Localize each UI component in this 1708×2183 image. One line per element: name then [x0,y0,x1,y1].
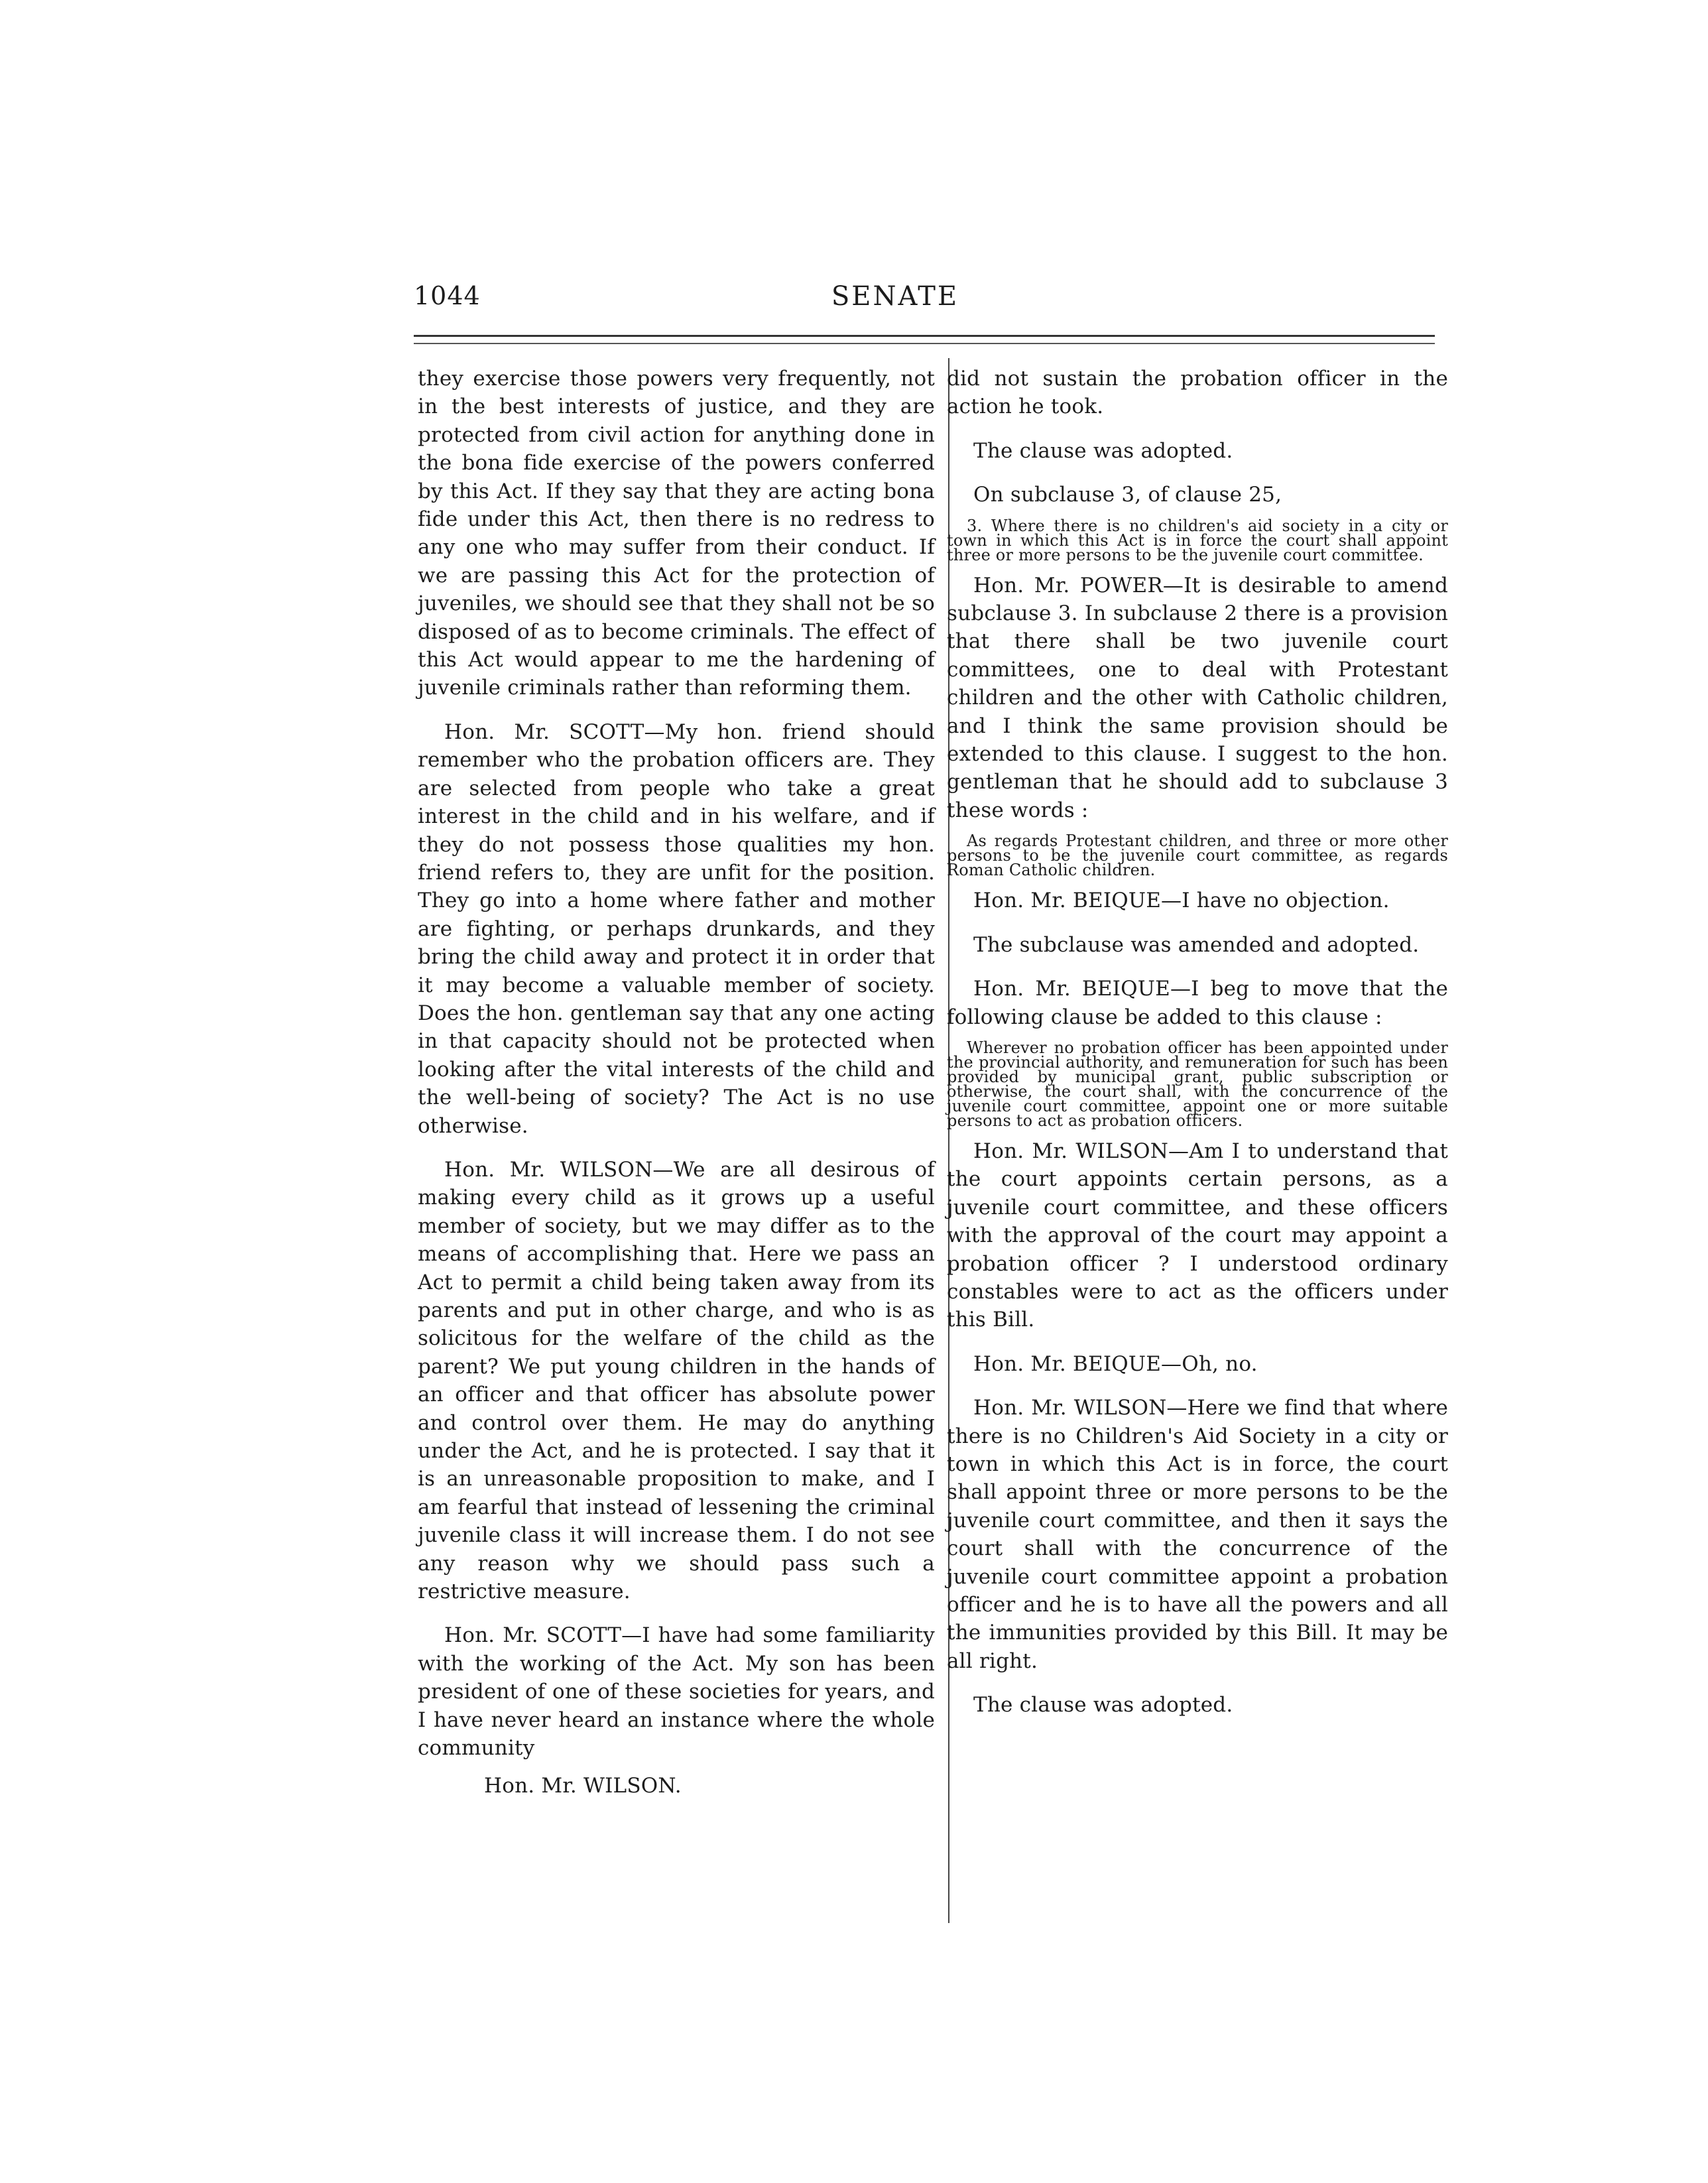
subclause-heading: On subclause 3, of clause 25, [973,483,1282,507]
speech-power: Hon. Mr. POWER—It is desirable to amend subclause 3. In subclause 2 there is a provision that there shall be two juvenile court committees, one to deal with Protestant children and the other with Catholic children, and I think the same provision should be extended to this clause. I suggest to the hon. gentleman that he should add to subclause 3 these words : [947,573,1448,822]
header-rule-thin [414,343,1435,344]
right-column [947,365,1448,1719]
clause-adopted-final: The clause was adopted. [973,1693,1233,1717]
continued-paragraph: did not sustain the probation officer in the action he took. [947,367,1448,419]
subclause-quote: 3. Where there is no children's aid society in a city or town in which this Act is in force the court shall appoint three or more persons to be the juvenile court committee. [947,516,1448,564]
new-clause-quote: Wherever no probation officer has been appointed under the provincial authority, and remuneration for such has been provided by municipal grant, public subscription or otherwise, the court shall, with the concurrence of the juvenile court committee, appoint one or more suitable persons to act as probation officers. [947,1038,1448,1130]
subclause-amended-note: The subclause was amended and adopted. [973,932,1420,957]
speech-wilson-1: Hon. Mr. WILSON—We are all desirous of making every child as it grows up a useful member of society, but we may differ as to the means of accomplishing that. Here we pass an Act to permit a child being taken away from its parents and put in other charge, and who is as solicitous for the welfare of the child as the parent? We put young children in the hands of an officer and that officer has absolute power and control over them. He may do anything under the Act, and he is protected. I say that it is an unreasonable proposition to make, and I am fearful that instead of lessening the criminal juvenile class it will increase them. I do not see any reason why we should pass such a restrictive measure. [418,1157,935,1604]
amendment-quote: As regards Protestant children, and three or more other persons to be the juvenile court committee, as regards Roman Catholic children. [947,832,1448,880]
speech-wilson-3: Hon. Mr. WILSON—Here we find that where there is no Children's Aid Society in a city or town in which this Act is in force, the court shall appoint three or more persons to be the juvenile court committee, and then it says the court shall with the concurrence of the juvenile court committee appoint a probation officer and he is to have all the powers and all the immunities provided by this Bill. It may be all right. [947,1396,1448,1673]
continued-paragraph: they exercise those powers very frequently, not in the best interests of justice, and they are protected from civil action for anything done in the bona fide exercise of the powers conferred by this Act. If they say that they are acting bona fide under this Act, then there is no redress to any one who may suffer from their conduct. If we are passing this Act for the protection of juveniles, we should see that they shall not be so disposed of as to become criminals. The effect of this Act would appear to me the hardening of juvenile criminals rather than reforming them. [418,367,935,700]
left-column [418,365,935,1800]
speech-scott-2: Hon. Mr. SCOTT—I have had some familiarity with the working of the Act. My son has been president of one of these societies for years, and I have never heard an instance where the whole community [418,1623,935,1761]
page-number: 1044 [414,281,481,310]
page-title: SENATE [831,281,959,312]
footer-speaker: Hon. Mr. WILSON. [484,1773,682,1798]
speech-beique-2: Hon. Mr. BEIQUE—I beg to move that the following clause be added to this clause : [947,977,1448,1029]
speech-beique-1: Hon. Mr. BEIQUE—I have no objection. [973,889,1390,913]
clause-adopted-note: The clause was adopted. [973,438,1233,463]
speech-scott-1: Hon. Mr. SCOTT—My hon. friend should remember who the probation officers are. They are selected from people who take a great interest in the child and in his welfare, and if they do not possess those qualities my hon. friend refers to, they are unfit for the position. They go into a home where father and mother are fighting, or perhaps drunkards, and they bring the child away and protect it in order that it may become a valuable member of society. Does the hon. gentleman say that any one acting in that capacity should not be protected when looking after the vital interests of the child and the well-being of society? The Act is no use otherwise. [418,719,935,1138]
speech-wilson-2: Hon. Mr. WILSON—Am I to understand that the court appoints certain persons, as a juvenile court committee, and these officers with the approval of the court may appoint a probation officer ? I understood ordinary constables were to act as the officers under this Bill. [947,1139,1448,1332]
speech-beique-3: Hon. Mr. BEIQUE—Oh, no. [973,1351,1258,1376]
header-rule-thick [414,335,1435,337]
